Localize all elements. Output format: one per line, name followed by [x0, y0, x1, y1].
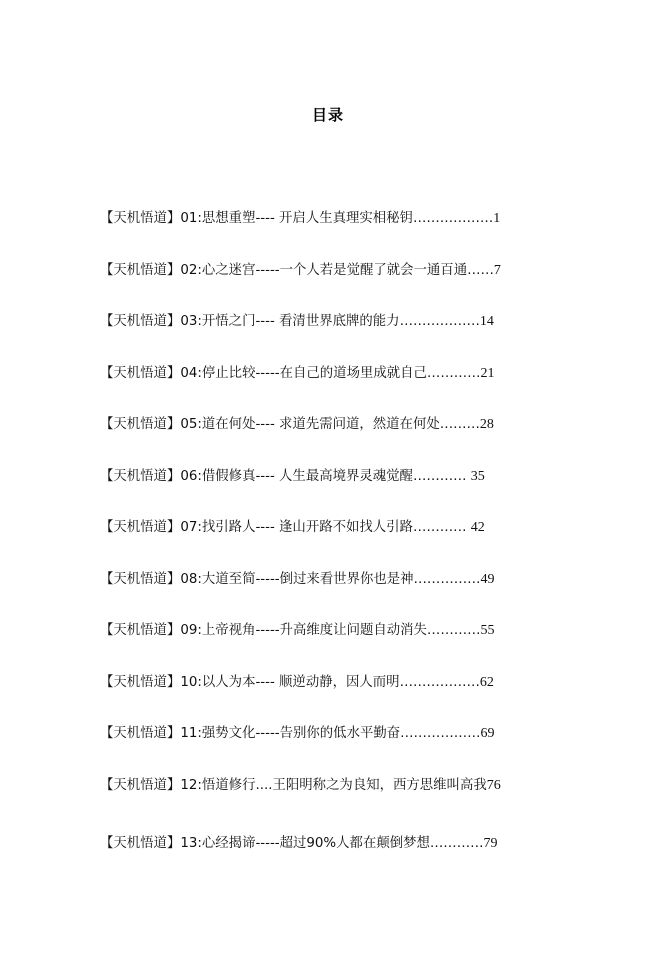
toc-page-number: 76 [486, 777, 501, 793]
toc-page-number: 49 [480, 571, 495, 587]
toc-entry-title: 【天机悟道】01:思想重塑---- 开启人生真理实相秘钥 [100, 211, 413, 226]
toc-entry[interactable] [100, 307, 640, 359]
toc-page-number: 55 [480, 623, 495, 638]
toc-page-number: 42 [470, 520, 485, 535]
toc-page-number: 62 [479, 674, 494, 690]
toc-entry[interactable] [100, 410, 640, 462]
toc-leader-dots: ………… [429, 835, 484, 851]
toc-leader-dots: …………… [413, 571, 481, 587]
toc-page-number: 14 [479, 314, 494, 329]
toc-leader-dots: ………… [412, 520, 471, 535]
toc-entry-title: 【天机悟道】12:悟道修行....王阳明称之为良知，西方思维叫高我 [100, 777, 487, 793]
toc-entry[interactable] [100, 616, 640, 668]
toc-entry-title: 【天机悟道】13:心经揭谛-----超过90%人都在颠倒梦想 [100, 835, 430, 851]
toc-leader-dots: ……………… [399, 674, 480, 690]
toc-leader-dots: ………… [412, 468, 471, 484]
toc-leader-dots: ……………… [400, 726, 481, 741]
toc-entry-title: 【天机悟道】08:大道至简-----倒过来看世界你也是神 [100, 571, 414, 587]
toc-leader-dots: …… [467, 262, 494, 278]
toc-leader-dots: ……………… [412, 211, 494, 226]
toc-entry[interactable] [100, 359, 640, 411]
toc-page-number: 28 [479, 417, 494, 432]
toc-entry[interactable] [100, 719, 640, 771]
toc-entry-title: 【天机悟道】05:道在何处---- 求道先需问道，然道在何处 [100, 417, 440, 432]
toc-entry[interactable] [100, 771, 640, 829]
table-of-contents [100, 204, 640, 880]
toc-page-number: 35 [470, 468, 485, 484]
toc-page-number: 21 [480, 365, 495, 381]
toc-page-number: 69 [480, 726, 495, 741]
toc-leader-dots: ……………… [399, 314, 480, 329]
toc-entry[interactable] [100, 462, 640, 514]
toc-page-number: 7 [493, 262, 501, 278]
toc-entry[interactable] [100, 513, 640, 565]
toc-page-number: 1 [493, 211, 501, 226]
toc-entry-title: 【天机悟道】02:心之迷宫-----一个人若是觉醒了就会一通百通 [100, 262, 468, 278]
toc-entry-title: 【天机悟道】07:找引路人---- 逢山开路不如找人引路 [100, 520, 413, 535]
toc-entry-title: 【天机悟道】11:强势文化-----告别你的低水平勤奋 [100, 726, 401, 741]
toc-entry-title: 【天机悟道】04:停止比较-----在自己的道场里成就自己 [100, 365, 427, 381]
page-title: 目录 [311, 106, 344, 124]
toc-entry[interactable] [100, 565, 640, 617]
toc-entry[interactable] [100, 256, 640, 308]
toc-entry[interactable] [100, 204, 640, 256]
toc-entry[interactable] [100, 829, 640, 881]
toc-entry-title: 【天机悟道】09:上帝视角-----升高维度让问题自动消失 [100, 623, 427, 638]
toc-leader-dots: ……… [439, 417, 480, 432]
toc-entry-title: 【天机悟道】03:开悟之门---- 看清世界底牌的能力 [100, 314, 400, 329]
toc-leader-dots: ………… [426, 365, 481, 381]
toc-entry-title: 【天机悟道】10:以人为本---- 顺逆动静，因人而明 [100, 674, 400, 690]
toc-entry[interactable] [100, 668, 640, 720]
toc-entry-title: 【天机悟道】06:借假修真---- 人生最高境界灵魂觉醒 [100, 468, 413, 484]
toc-page-number: 79 [483, 835, 498, 851]
toc-leader-dots: ………… [426, 623, 481, 638]
